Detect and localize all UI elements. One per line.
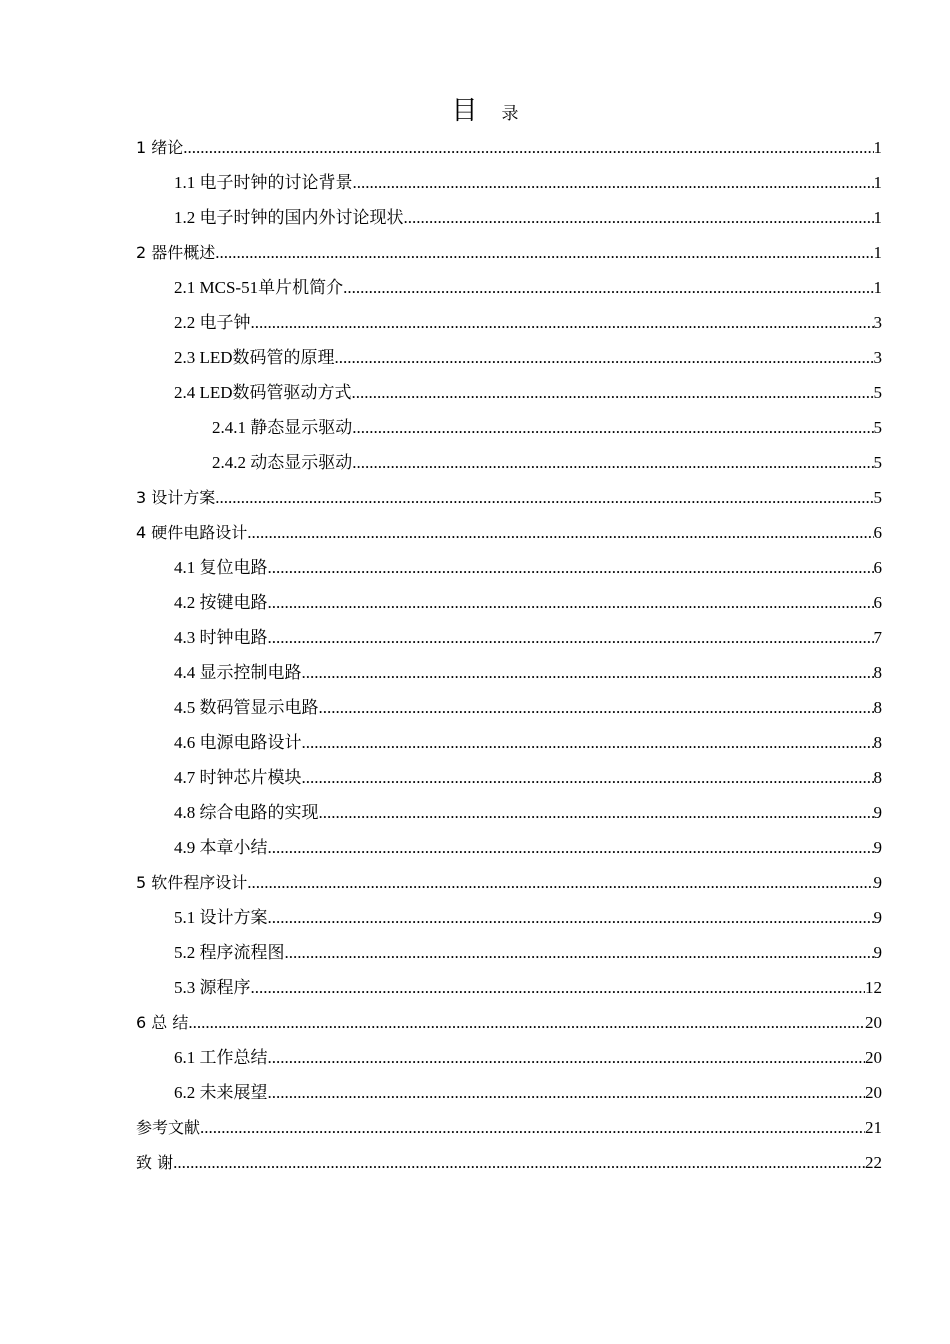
toc-dot-leader (268, 830, 874, 865)
toc-dot-leader (268, 585, 874, 620)
toc-dot-leader (343, 270, 873, 305)
toc-entry[interactable] (136, 1040, 882, 1075)
toc-entry[interactable] (136, 1145, 882, 1180)
toc-entry-label: 6.2 未来展望 (174, 1083, 268, 1102)
toc-dot-leader (285, 935, 874, 970)
toc-entry-page-number: 9 (873, 873, 882, 892)
toc-entry[interactable] (136, 305, 882, 340)
toc-entry[interactable] (136, 550, 882, 585)
toc-entry[interactable] (136, 270, 882, 305)
toc-entry-label: 1 绪论 (136, 138, 184, 157)
toc-entry-label: 2 器件概述 (136, 243, 216, 262)
toc-entry-page-number: 1 (873, 243, 882, 262)
toc-entry-page-number: 9 (873, 943, 882, 962)
toc-entry-page-number: 1 (873, 278, 882, 297)
toc-dot-leader (251, 970, 866, 1005)
toc-dot-leader (352, 445, 873, 480)
toc-dot-leader (268, 900, 874, 935)
toc-dot-leader (352, 375, 874, 410)
toc-list (136, 130, 882, 1180)
toc-entry-label: 4.9 本章小结 (174, 838, 268, 857)
toc-dot-leader (352, 410, 873, 445)
toc-entry[interactable] (136, 235, 882, 270)
toc-entry-label: 1.2 电子时钟的国内外讨论现状 (174, 208, 404, 227)
toc-entry-page-number: 6 (873, 523, 882, 542)
toc-dot-leader (268, 550, 874, 585)
toc-entry-label: 参考文献 (136, 1118, 201, 1137)
toc-entry-page-number: 8 (873, 733, 882, 752)
toc-entry-page-number: 8 (873, 663, 882, 682)
toc-entry-label: 3 设计方案 (136, 488, 216, 507)
toc-entry-label: 4.4 显示控制电路 (174, 663, 302, 682)
toc-entry-page-number: 5 (873, 453, 882, 472)
toc-entry-label: 4.5 数码管显示电路 (174, 698, 319, 717)
toc-entry[interactable] (136, 830, 882, 865)
toc-entry-label: 2.2 电子钟 (174, 313, 251, 332)
toc-entry-label: 5.2 程序流程图 (174, 943, 285, 962)
toc-entry[interactable] (136, 410, 882, 445)
toc-entry-label: 2.1 MCS-51单片机简介 (174, 278, 344, 297)
toc-dot-leader (215, 480, 873, 515)
toc-title (0, 90, 950, 127)
toc-entry-label: 4.8 综合电路的实现 (174, 803, 319, 822)
toc-entry-label: 5.3 源程序 (174, 978, 251, 997)
toc-entry-page-number: 21 (865, 1118, 882, 1137)
toc-entry-label: 1.1 电子时钟的讨论背景 (174, 173, 353, 192)
toc-dot-leader (247, 515, 873, 550)
toc-entry[interactable] (136, 375, 882, 410)
toc-entry-page-number: 9 (873, 838, 882, 857)
toc-entry-label: 4.7 时钟芯片模块 (174, 768, 302, 787)
toc-dot-leader (268, 1075, 866, 1110)
toc-entry[interactable] (136, 1075, 882, 1110)
toc-entry-page-number: 20 (865, 1083, 882, 1102)
toc-entry-label: 2.3 LED数码管的原理 (174, 348, 335, 367)
toc-entry-page-number: 9 (873, 908, 882, 927)
toc-dot-leader (215, 235, 873, 270)
toc-entry[interactable] (136, 480, 882, 515)
toc-dot-leader (247, 865, 873, 900)
toc-entry-page-number: 9 (873, 803, 882, 822)
toc-dot-leader (404, 200, 874, 235)
toc-entry[interactable] (136, 725, 882, 760)
toc-entry[interactable] (136, 970, 882, 1005)
toc-entry[interactable] (136, 655, 882, 690)
toc-entry[interactable] (136, 445, 882, 480)
toc-entry[interactable] (136, 900, 882, 935)
toc-dot-leader (302, 655, 874, 690)
toc-entry-page-number: 6 (873, 593, 882, 612)
toc-entry-page-number: 1 (873, 138, 882, 157)
toc-dot-leader (268, 1040, 866, 1075)
toc-entry-label: 致 谢 (136, 1153, 174, 1172)
toc-entry[interactable] (136, 795, 882, 830)
toc-dot-leader (251, 305, 874, 340)
toc-entry-label: 4 硬件电路设计 (136, 523, 248, 542)
toc-entry-page-number: 12 (865, 978, 882, 997)
toc-entry-label: 5 软件程序设计 (136, 873, 248, 892)
toc-entry[interactable] (136, 935, 882, 970)
toc-title-main: 目 (451, 96, 478, 126)
toc-entry-label: 5.1 设计方案 (174, 908, 268, 927)
toc-dot-leader (335, 340, 874, 375)
toc-dot-leader (183, 130, 873, 165)
toc-dot-leader (200, 1110, 865, 1145)
toc-entry-label: 2.4.1 静态显示驱动 (212, 418, 353, 437)
toc-entry[interactable] (136, 515, 882, 550)
toc-title-second: 录 (501, 104, 519, 124)
toc-entry[interactable] (136, 340, 882, 375)
toc-entry[interactable] (136, 165, 882, 200)
toc-dot-leader (173, 1145, 865, 1180)
toc-entry-page-number: 7 (873, 628, 882, 647)
toc-entry[interactable] (136, 1005, 882, 1040)
toc-entry-page-number: 5 (873, 383, 882, 402)
toc-entry-page-number: 22 (865, 1153, 882, 1172)
toc-entry-page-number: 8 (873, 698, 882, 717)
toc-entry[interactable] (136, 620, 882, 655)
toc-entry-label: 4.6 电源电路设计 (174, 733, 302, 752)
toc-entry-page-number: 20 (865, 1048, 882, 1067)
toc-entry-label: 6 总 结 (136, 1013, 189, 1032)
toc-entry-label: 4.1 复位电路 (174, 558, 268, 577)
toc-entry-page-number: 1 (873, 208, 882, 227)
toc-dot-leader (188, 1005, 865, 1040)
toc-entry[interactable] (136, 130, 882, 165)
toc-entry-page-number: 5 (873, 488, 882, 507)
toc-entry-label: 4.3 时钟电路 (174, 628, 268, 647)
toc-entry-page-number: 1 (873, 173, 882, 192)
toc-entry[interactable] (136, 865, 882, 900)
toc-entry[interactable] (136, 690, 882, 725)
toc-entry[interactable] (136, 1110, 882, 1145)
toc-entry-page-number: 3 (873, 313, 882, 332)
toc-entry-label: 6.1 工作总结 (174, 1048, 268, 1067)
toc-dot-leader (319, 795, 874, 830)
toc-entry-label: 4.2 按键电路 (174, 593, 268, 612)
toc-entry-page-number: 3 (873, 348, 882, 367)
toc-entry[interactable] (136, 200, 882, 235)
toc-dot-leader (302, 760, 874, 795)
toc-dot-leader (319, 690, 874, 725)
toc-entry[interactable] (136, 585, 882, 620)
toc-dot-leader (302, 725, 874, 760)
toc-entry-page-number: 6 (873, 558, 882, 577)
toc-dot-leader (353, 165, 874, 200)
toc-entry-page-number: 5 (873, 418, 882, 437)
toc-entry-label: 2.4.2 动态显示驱动 (212, 453, 353, 472)
toc-entry-label: 2.4 LED数码管驱动方式 (174, 383, 352, 402)
toc-entry[interactable] (136, 760, 882, 795)
toc-entry-page-number: 8 (873, 768, 882, 787)
toc-entry-page-number: 20 (865, 1013, 882, 1032)
toc-dot-leader (268, 620, 874, 655)
